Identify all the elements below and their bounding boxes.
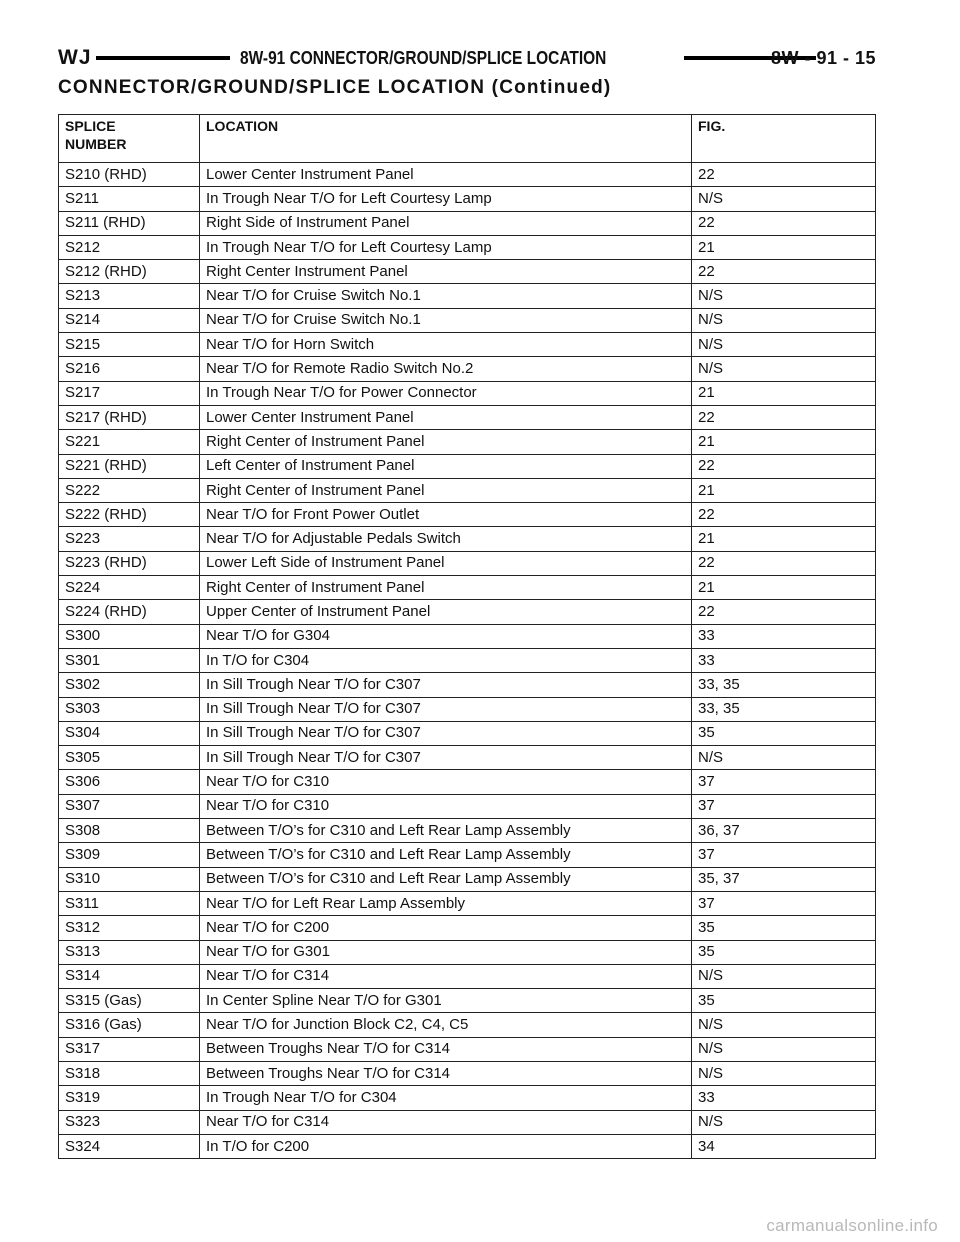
location-cell: Near T/O for Remote Radio Switch No.2 xyxy=(200,357,692,381)
fig-cell: 21 xyxy=(692,381,876,405)
table-row xyxy=(59,891,876,915)
table-row xyxy=(59,1061,876,1085)
splice-number-cell: S217 (RHD) xyxy=(59,405,200,429)
table-row xyxy=(59,746,876,770)
fig-cell: 37 xyxy=(692,891,876,915)
table-row xyxy=(59,989,876,1013)
splice-number-cell: S316 (Gas) xyxy=(59,1013,200,1037)
page-number: 8W - 91 - 15 xyxy=(770,48,876,68)
location-cell: In Sill Trough Near T/O for C307 xyxy=(200,721,692,745)
fig-cell: N/S xyxy=(692,187,876,211)
fig-cell: N/S xyxy=(692,1037,876,1061)
section-header: 8W-91 CONNECTOR/GROUND/SPLICE LOCATION xyxy=(240,48,607,68)
location-cell: Between Troughs Near T/O for C314 xyxy=(200,1061,692,1085)
splice-number-cell: S308 xyxy=(59,819,200,843)
location-cell: In T/O for C304 xyxy=(200,648,692,672)
table-row xyxy=(59,1037,876,1061)
splice-number-cell: S222 xyxy=(59,478,200,502)
location-cell: Near T/O for C310 xyxy=(200,794,692,818)
table-row xyxy=(59,1013,876,1037)
location-cell: Near T/O for G304 xyxy=(200,624,692,648)
splice-number-cell: S300 xyxy=(59,624,200,648)
table-row xyxy=(59,527,876,551)
splice-number-cell: S303 xyxy=(59,697,200,721)
table-row xyxy=(59,381,876,405)
fig-cell: 37 xyxy=(692,843,876,867)
fig-cell: N/S xyxy=(692,284,876,308)
table-row xyxy=(59,916,876,940)
fig-cell: N/S xyxy=(692,308,876,332)
header-rule-left xyxy=(96,56,230,60)
table-row xyxy=(59,503,876,527)
table-row xyxy=(59,1110,876,1134)
fig-cell: 33 xyxy=(692,1086,876,1110)
splice-number-cell: S214 xyxy=(59,308,200,332)
fig-cell: N/S xyxy=(692,1013,876,1037)
splice-number-cell: S216 xyxy=(59,357,200,381)
splice-number-cell: S312 xyxy=(59,916,200,940)
fig-cell: 21 xyxy=(692,430,876,454)
table-row xyxy=(59,1086,876,1110)
fig-cell: 22 xyxy=(692,405,876,429)
splice-number-cell: S318 xyxy=(59,1061,200,1085)
table-row xyxy=(59,260,876,284)
location-cell: Near T/O for Cruise Switch No.1 xyxy=(200,308,692,332)
table-row xyxy=(59,576,876,600)
section-title: CONNECTOR/GROUND/SPLICE LOCATION (Continued) xyxy=(58,77,612,98)
splice-number-cell: S221 (RHD) xyxy=(59,454,200,478)
fig-cell: 33 xyxy=(692,624,876,648)
table-row xyxy=(59,600,876,624)
fig-cell: 21 xyxy=(692,478,876,502)
table-row xyxy=(59,284,876,308)
table-row xyxy=(59,478,876,502)
fig-cell: N/S xyxy=(692,333,876,357)
location-cell: In Trough Near T/O for Power Connector xyxy=(200,381,692,405)
fig-cell: N/S xyxy=(692,1110,876,1134)
column-header-location: LOCATION xyxy=(200,115,692,163)
table-row xyxy=(59,430,876,454)
splice-number-cell: S304 xyxy=(59,721,200,745)
splice-number-cell: S215 xyxy=(59,333,200,357)
location-cell: Near T/O for C310 xyxy=(200,770,692,794)
location-cell: Near T/O for Junction Block C2, C4, C5 xyxy=(200,1013,692,1037)
splice-number-cell: S213 xyxy=(59,284,200,308)
location-cell: Near T/O for C200 xyxy=(200,916,692,940)
table-row xyxy=(59,697,876,721)
splice-number-cell: S221 xyxy=(59,430,200,454)
location-cell: In Trough Near T/O for Left Courtesy Lamp xyxy=(200,187,692,211)
table-row xyxy=(59,624,876,648)
splice-number-cell: S313 xyxy=(59,940,200,964)
fig-cell: 22 xyxy=(692,454,876,478)
table-row xyxy=(59,648,876,672)
table-row xyxy=(59,867,876,891)
location-cell: In Trough Near T/O for Left Courtesy Lamp xyxy=(200,235,692,259)
location-cell: In Center Spline Near T/O for G301 xyxy=(200,989,692,1013)
fig-cell: 35 xyxy=(692,721,876,745)
splice-number-cell: S223 (RHD) xyxy=(59,551,200,575)
table-row xyxy=(59,794,876,818)
splice-number-cell: S222 (RHD) xyxy=(59,503,200,527)
location-cell: In T/O for C200 xyxy=(200,1134,692,1158)
table-row xyxy=(59,551,876,575)
table-row xyxy=(59,211,876,235)
location-cell: In Sill Trough Near T/O for C307 xyxy=(200,746,692,770)
table-row xyxy=(59,454,876,478)
splice-number-cell: S224 (RHD) xyxy=(59,600,200,624)
table-row xyxy=(59,235,876,259)
splice-number-cell: S217 xyxy=(59,381,200,405)
column-header-splice-number-label: SPLICE NUMBER xyxy=(65,118,127,152)
splice-table xyxy=(58,114,876,1159)
splice-number-cell: S210 (RHD) xyxy=(59,163,200,187)
location-cell: Right Center of Instrument Panel xyxy=(200,430,692,454)
splice-number-cell: S309 xyxy=(59,843,200,867)
splice-number-cell: S319 xyxy=(59,1086,200,1110)
fig-cell: N/S xyxy=(692,964,876,988)
location-cell: Between Troughs Near T/O for C314 xyxy=(200,1037,692,1061)
fig-cell: 22 xyxy=(692,260,876,284)
table-row xyxy=(59,187,876,211)
fig-cell: 35 xyxy=(692,916,876,940)
fig-cell: 35, 37 xyxy=(692,867,876,891)
table-row xyxy=(59,163,876,187)
fig-cell: 22 xyxy=(692,551,876,575)
location-cell: In Sill Trough Near T/O for C307 xyxy=(200,673,692,697)
fig-cell: N/S xyxy=(692,357,876,381)
table-row xyxy=(59,308,876,332)
column-header-fig: FIG. xyxy=(692,115,876,163)
splice-number-cell: S305 xyxy=(59,746,200,770)
splice-number-cell: S211 xyxy=(59,187,200,211)
fig-cell: 36, 37 xyxy=(692,819,876,843)
table-row xyxy=(59,333,876,357)
fig-cell: 37 xyxy=(692,770,876,794)
table-row xyxy=(59,721,876,745)
table-row xyxy=(59,770,876,794)
table-row xyxy=(59,964,876,988)
table-row xyxy=(59,843,876,867)
location-cell: Near T/O for Left Rear Lamp Assembly xyxy=(200,891,692,915)
location-cell: Between T/O’s for C310 and Left Rear Lamp Assembly xyxy=(200,843,692,867)
location-cell: Between T/O’s for C310 and Left Rear Lamp Assembly xyxy=(200,819,692,843)
splice-number-cell: S212 xyxy=(59,235,200,259)
table-row xyxy=(59,357,876,381)
splice-number-cell: S315 (Gas) xyxy=(59,989,200,1013)
table-row xyxy=(59,1134,876,1158)
splice-number-cell: S301 xyxy=(59,648,200,672)
model-code: WJ xyxy=(58,46,92,69)
table-row xyxy=(59,940,876,964)
location-cell: Near T/O for G301 xyxy=(200,940,692,964)
fig-cell: 21 xyxy=(692,527,876,551)
location-cell: Near T/O for C314 xyxy=(200,964,692,988)
fig-cell: 22 xyxy=(692,163,876,187)
location-cell: Left Center of Instrument Panel xyxy=(200,454,692,478)
splice-number-cell: S211 (RHD) xyxy=(59,211,200,235)
fig-cell: N/S xyxy=(692,1061,876,1085)
location-cell: Near T/O for Cruise Switch No.1 xyxy=(200,284,692,308)
location-cell: Right Center of Instrument Panel xyxy=(200,478,692,502)
fig-cell: 33, 35 xyxy=(692,697,876,721)
splice-number-cell: S307 xyxy=(59,794,200,818)
location-cell: Lower Center Instrument Panel xyxy=(200,163,692,187)
location-cell: Near T/O for Adjustable Pedals Switch xyxy=(200,527,692,551)
fig-cell: 21 xyxy=(692,576,876,600)
fig-cell: 33 xyxy=(692,648,876,672)
location-cell: Near T/O for Horn Switch xyxy=(200,333,692,357)
fig-cell: 21 xyxy=(692,235,876,259)
location-cell: Near T/O for Front Power Outlet xyxy=(200,503,692,527)
watermark: carmanualsonline.info xyxy=(766,1216,938,1235)
fig-cell: 22 xyxy=(692,503,876,527)
location-cell: Right Center of Instrument Panel xyxy=(200,576,692,600)
location-cell: Near T/O for C314 xyxy=(200,1110,692,1134)
fig-cell: 35 xyxy=(692,989,876,1013)
fig-cell: 33, 35 xyxy=(692,673,876,697)
location-cell: Upper Center of Instrument Panel xyxy=(200,600,692,624)
fig-cell: 22 xyxy=(692,211,876,235)
location-cell: Between T/O’s for C310 and Left Rear Lamp Assembly xyxy=(200,867,692,891)
table-row xyxy=(59,819,876,843)
page-header xyxy=(58,43,876,73)
location-cell: Right Side of Instrument Panel xyxy=(200,211,692,235)
splice-number-cell: S212 (RHD) xyxy=(59,260,200,284)
splice-number-cell: S306 xyxy=(59,770,200,794)
table-row xyxy=(59,405,876,429)
splice-number-cell: S310 xyxy=(59,867,200,891)
table-header-row xyxy=(59,115,876,163)
splice-number-cell: S324 xyxy=(59,1134,200,1158)
fig-cell: 34 xyxy=(692,1134,876,1158)
fig-cell: N/S xyxy=(692,746,876,770)
location-cell: In Sill Trough Near T/O for C307 xyxy=(200,697,692,721)
location-cell: Right Center Instrument Panel xyxy=(200,260,692,284)
splice-number-cell: S223 xyxy=(59,527,200,551)
location-cell: Lower Left Side of Instrument Panel xyxy=(200,551,692,575)
location-cell: In Trough Near T/O for C304 xyxy=(200,1086,692,1110)
table-row xyxy=(59,673,876,697)
fig-cell: 35 xyxy=(692,940,876,964)
splice-number-cell: S314 xyxy=(59,964,200,988)
fig-cell: 37 xyxy=(692,794,876,818)
splice-number-cell: S317 xyxy=(59,1037,200,1061)
splice-number-cell: S224 xyxy=(59,576,200,600)
location-cell: Lower Center Instrument Panel xyxy=(200,405,692,429)
splice-number-cell: S302 xyxy=(59,673,200,697)
column-header-splice-number xyxy=(59,115,200,163)
splice-number-cell: S323 xyxy=(59,1110,200,1134)
splice-number-cell: S311 xyxy=(59,891,200,915)
fig-cell: 22 xyxy=(692,600,876,624)
